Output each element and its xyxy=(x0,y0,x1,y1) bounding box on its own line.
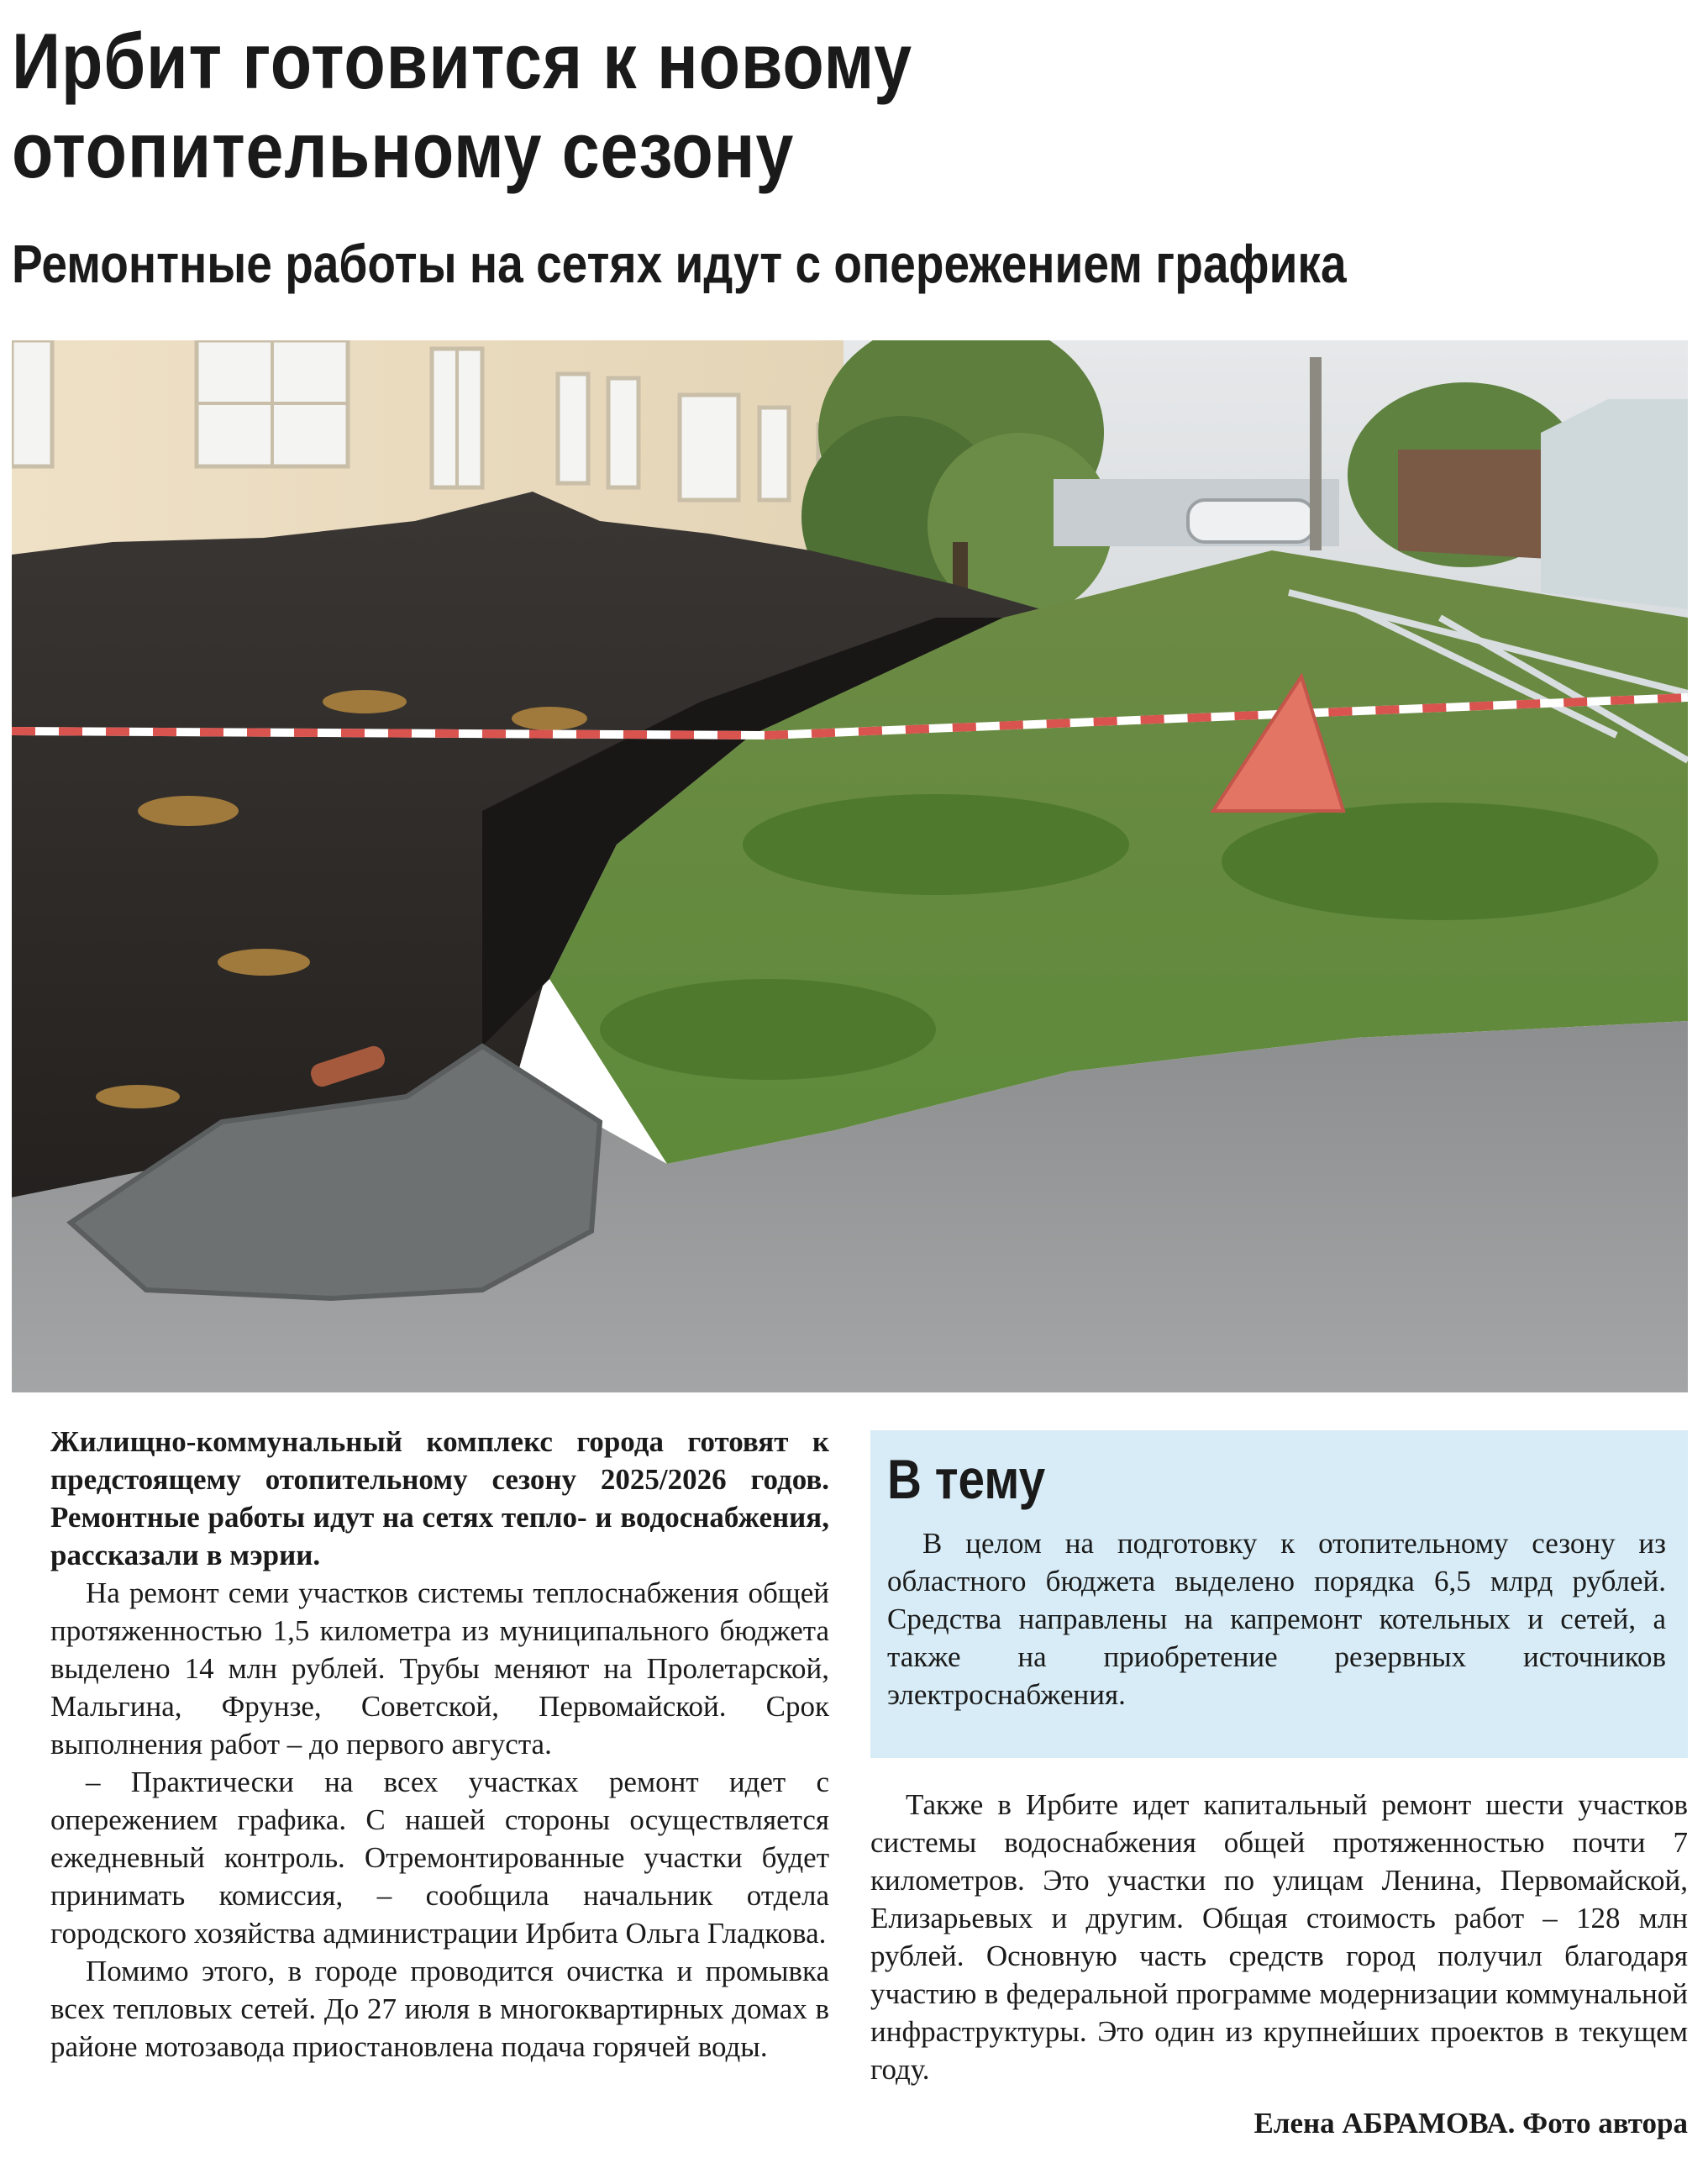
article-paragraph: – Практически на всех участках ремонт идет с опережением графика. С нашей стороны осуществляется ежедневный контроль. Отремонтированные участки будет принимать комиссия, – сообщила начальник отдела городского хозяйства администрации Ирбита Ольга Гладкова. xyxy=(50,1766,829,1950)
subheadline: Ремонтные работы на сетях идут с опережением графика xyxy=(12,234,1347,294)
article-lead: Жилищно-коммунальный комплекс города готовят к предстоящему отопительному сезону 2025/2026 годов. Ремонтные работы идут на сетях тепло- и водоснабжения, рассказали в мэрии. xyxy=(50,1425,829,1571)
headline-line-2: отопительному сезону xyxy=(12,106,795,194)
utility-pole xyxy=(1310,357,1322,550)
sidebar-box xyxy=(870,1430,1688,1758)
article-left-column xyxy=(50,1423,829,2066)
byline: Елена АБРАМОВА. Фото автора xyxy=(1253,2107,1688,2140)
article-paragraph: На ремонт семи участков системы теплоснабжения общей протяженностью 1,5 километра из муниципального бюджета выделено 14 млн рублей. Трубы меняют на Пролетарской, Мальгина, Фрунзе, Советской, Первомайской. Срок выполнения работ – до первого августа. xyxy=(50,1576,829,1761)
sidebar-text: В целом на подготовку к отопительному сезону из областного бюджета выделено порядка 6,5 млрд рублей. Средства направлены на капремонт котельных и сетей, а также на приобретение резервных источников электроснабжения. xyxy=(887,1527,1666,1711)
article-paragraph: Также в Ирбите идет капитальный ремонт шести участков системы водоснабжения общей протяженностью почти 7 километров. Это участки по улицам Ленина, Первомайской, Елизарьевых и другим. Общая стоимость работ – 128 млн рублей. Основную часть средств город получил благодаря участию в федеральной программе модернизации коммунальной инфраструктуры. Это один из крупнейших проектов в текущем году. xyxy=(870,1788,1688,2086)
article-paragraph: Помимо этого, в городе проводится очистка и промывка всех тепловых сетей. До 27 июля в многоквартирных домах в районе мотозавода приостановлена подача горячей воды. xyxy=(50,1955,829,2063)
headline-line-1: Ирбит готовится к новому xyxy=(12,17,912,105)
shed-brown xyxy=(1398,450,1549,559)
headline xyxy=(12,17,1449,195)
article-right-column xyxy=(870,1786,1688,2088)
article-photo xyxy=(12,340,1688,1392)
sidebar-title: В тему xyxy=(887,1448,1046,1510)
shed-gray xyxy=(1541,399,1688,609)
parked-car xyxy=(1188,500,1314,542)
